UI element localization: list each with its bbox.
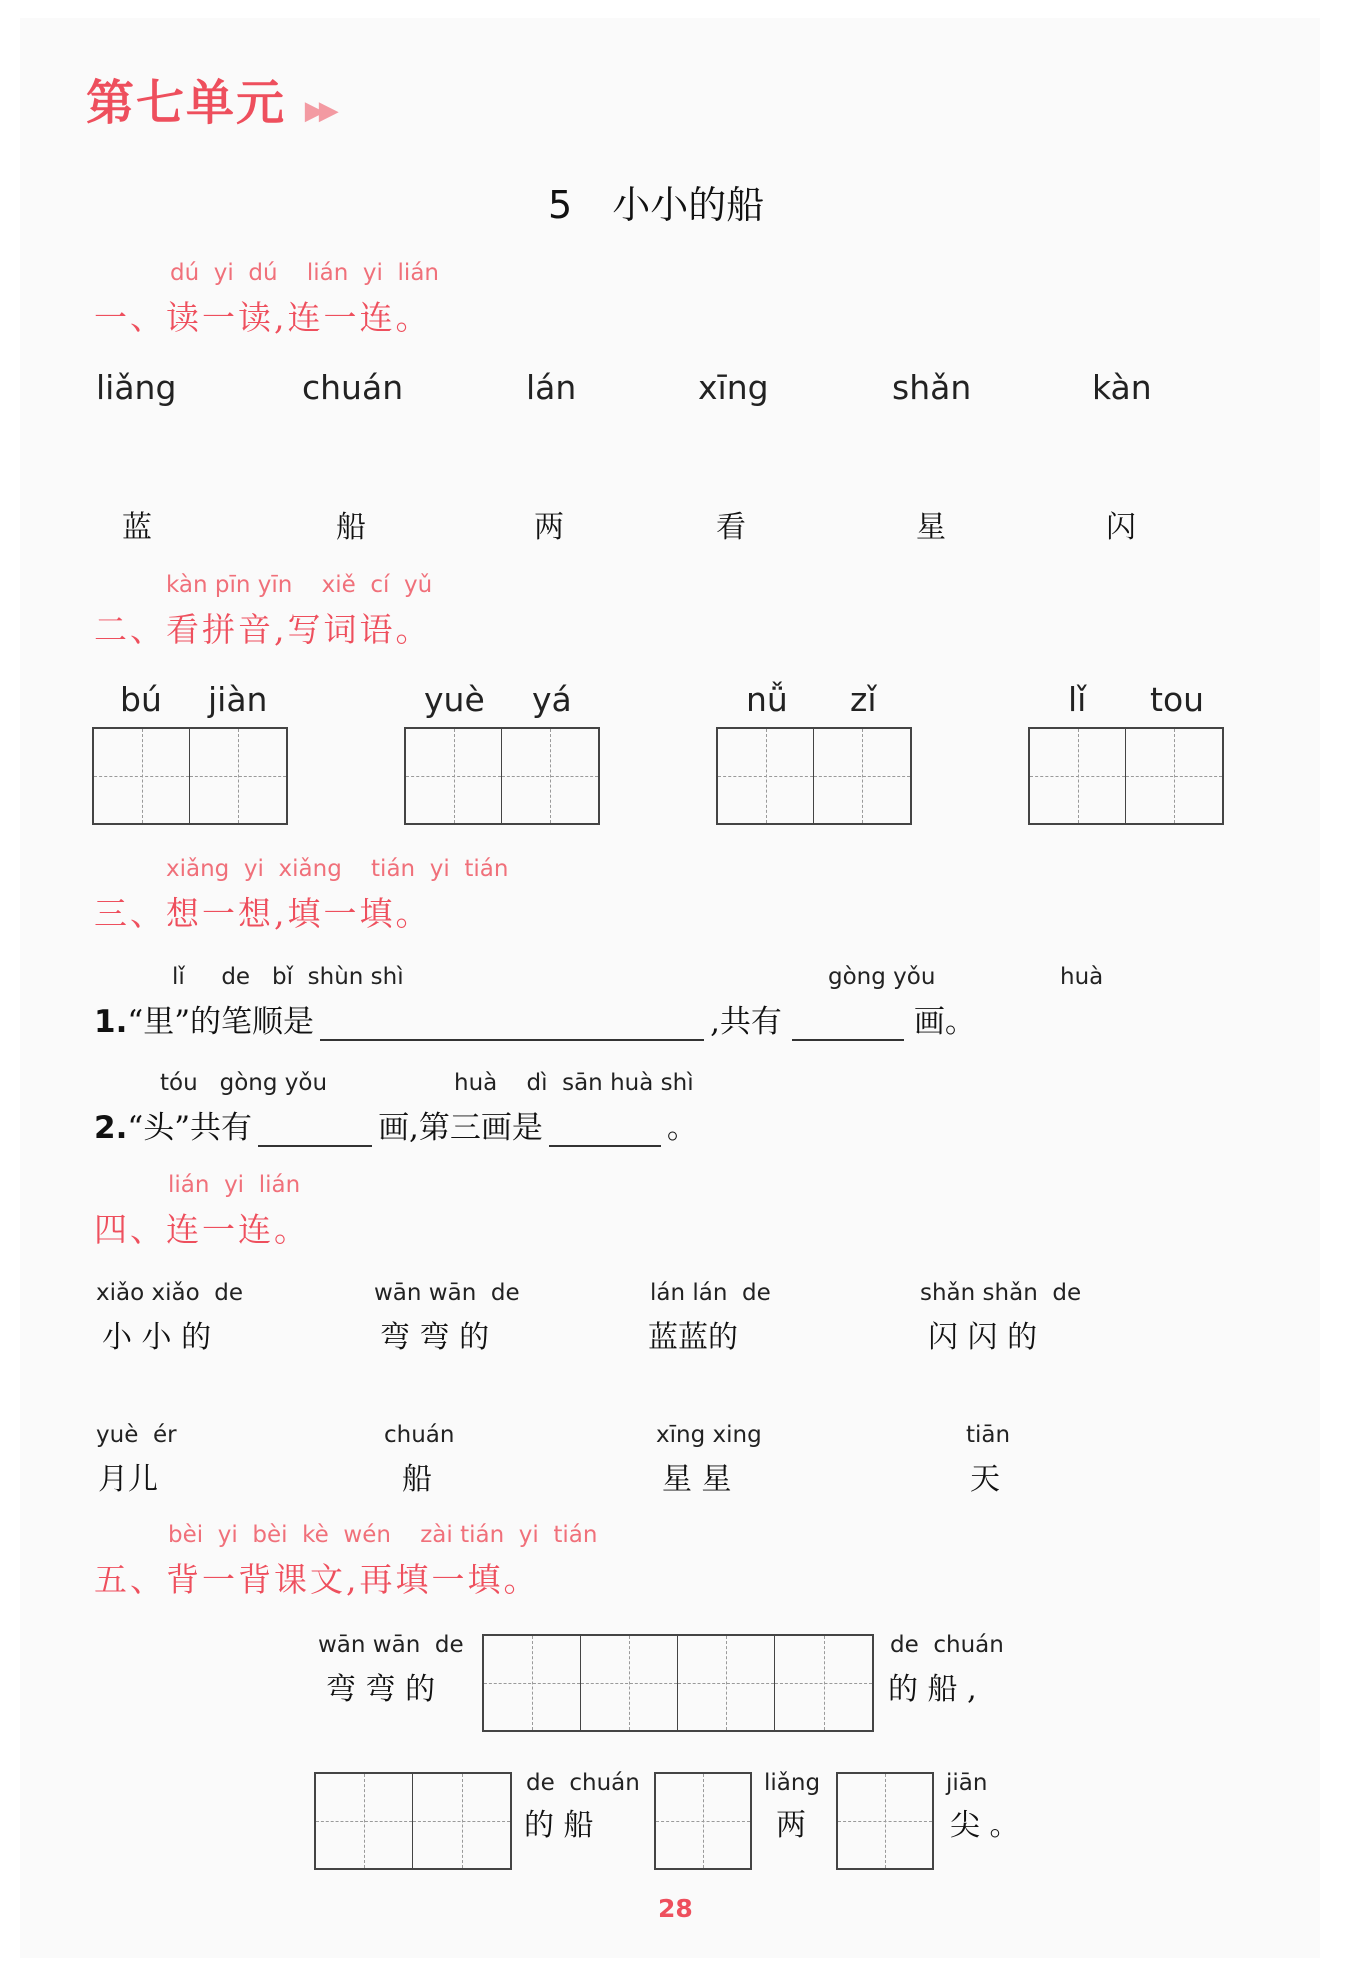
s3-question-2 [94, 1102, 698, 1147]
s4-bottom-2-pinyin: chuán [384, 1422, 455, 1448]
s4-bottom-4-word[interactable]: 天 [970, 1462, 1000, 1497]
s2-word-3-py2: zǐ [850, 680, 877, 719]
s3-q1-blank-2[interactable] [792, 1009, 904, 1041]
section-1-pinyin: dú yi dú lián yi lián [170, 260, 439, 286]
section-3-title: 三、想一想,填一填。 [94, 894, 432, 933]
s3-q2-number: 2. [94, 1110, 128, 1146]
s5-l1-pinyin-b: de chuán [890, 1632, 1004, 1658]
s4-bottom-2-word[interactable]: 船 [402, 1462, 432, 1497]
s3-q2-text-a: “头”共有 [127, 1110, 253, 1146]
s1-char-1: 蓝 [122, 510, 152, 545]
s4-bottom-3-pinyin: xīng xing [656, 1422, 762, 1448]
s5-l2-text-c: 尖 。 [950, 1808, 1020, 1843]
s1-pinyin-2: chuán [302, 368, 404, 407]
s1-char-3: 两 [534, 510, 564, 545]
page-number: 28 [658, 1894, 693, 1923]
s5-l2-answer-box-3[interactable] [836, 1772, 934, 1870]
s5-l2-answer-box-2[interactable] [654, 1772, 752, 1870]
s4-top-1-word[interactable]: 小 小 的 [102, 1320, 212, 1355]
s2-word-2-py2: yá [532, 680, 572, 719]
section-5-title: 五、背一背课文,再填一填。 [94, 1560, 540, 1599]
section-2-pinyin: kàn pīn yīn xiě cí yǔ [166, 572, 433, 598]
s3-q2-pinyin-b: huà dì sān huà shì [454, 1070, 694, 1096]
s3-q1-number: 1. [94, 1004, 128, 1040]
s5-l1-text-b: 的 船 , [888, 1672, 977, 1707]
lesson-title [548, 174, 764, 229]
s2-word-1-py2: jiàn [208, 680, 268, 719]
s3-q1-pinyin-b: gòng yǒu [828, 964, 936, 990]
section-5-pinyin: bèi yi bèi kè wén zài tián yi tián [168, 1522, 598, 1548]
s4-top-4-word[interactable]: 闪 闪 的 [928, 1320, 1038, 1355]
s1-char-6: 闪 [1106, 510, 1136, 545]
s2-answer-box-4[interactable] [1028, 727, 1224, 825]
s4-top-2-pinyin: wān wān de [374, 1280, 520, 1306]
lesson-number: 5 [548, 183, 573, 227]
s4-top-3-pinyin: lán lán de [650, 1280, 771, 1306]
s3-q2-text-c: 。 [666, 1110, 698, 1146]
s5-l2-pinyin-b: liǎng [764, 1770, 821, 1796]
s4-bottom-3-word[interactable]: 星 星 [662, 1462, 732, 1497]
s3-q1-text-b: ,共有 [710, 1004, 782, 1040]
s4-bottom-4-pinyin: tiān [966, 1422, 1011, 1448]
s3-q2-blank-1[interactable] [258, 1115, 372, 1147]
s2-answer-box-1[interactable] [92, 727, 288, 825]
s3-q1-pinyin-a: lǐ de bǐ shùn shì [172, 964, 404, 990]
s1-pinyin-6: kàn [1092, 368, 1152, 407]
s1-pinyin-4: xīng [698, 368, 769, 407]
section-2-title: 二、看拼音,写词语。 [94, 610, 432, 649]
section-4-title: 四、连一连。 [94, 1210, 310, 1249]
s2-answer-box-3[interactable] [716, 727, 912, 825]
s2-word-1-py1: bú [120, 680, 162, 719]
section-4-pinyin: lián yi lián [168, 1172, 301, 1198]
s4-bottom-1-word[interactable]: 月儿 [98, 1462, 158, 1497]
s5-l1-pinyin-a: wān wān de [318, 1632, 464, 1658]
section-1-title: 一、读一读,连一连。 [94, 298, 432, 337]
s1-char-5: 星 [916, 510, 946, 545]
s5-l2-pinyin-c: jiān [946, 1770, 988, 1796]
s3-q1-blank-1[interactable] [320, 1009, 704, 1041]
s5-l2-text-b: 两 [776, 1808, 806, 1843]
s1-pinyin-3: lán [526, 368, 577, 407]
s4-top-1-pinyin: xiǎo xiǎo de [96, 1280, 244, 1306]
s4-top-3-word[interactable]: 蓝蓝的 [648, 1320, 738, 1355]
s3-q1-text-a: “里”的笔顺是 [127, 1004, 315, 1040]
s1-pinyin-1: liǎng [96, 368, 177, 407]
s3-q2-blank-2[interactable] [549, 1115, 661, 1147]
s2-word-2-py1: yuè [424, 680, 485, 719]
s3-question-1 [94, 996, 976, 1041]
s5-l2-text-a: 的 船 [524, 1808, 594, 1843]
s2-word-3-py1: nǚ [746, 680, 788, 719]
s4-bottom-1-pinyin: yuè ér [96, 1422, 177, 1448]
s3-q1-pinyin-c: huà [1060, 964, 1104, 990]
s3-q2-text-b: 画,第三画是 [378, 1110, 543, 1146]
s4-top-4-pinyin: shǎn shǎn de [920, 1280, 1082, 1306]
s1-char-2: 船 [336, 510, 366, 545]
lesson-name: 小小的船 [612, 183, 765, 227]
s1-pinyin-5: shǎn [892, 368, 972, 407]
s3-q2-pinyin-a: tóu gòng yǒu [160, 1070, 328, 1096]
s5-l1-answer-boxes[interactable] [482, 1634, 874, 1732]
section-3-pinyin: xiǎng yi xiǎng tián yi tián [166, 856, 509, 882]
s5-l1-text-a: 弯 弯 的 [326, 1672, 436, 1707]
s2-word-4-py1: lǐ [1068, 680, 1087, 719]
s1-char-4: 看 [716, 510, 746, 545]
unit-title: 第七单元 ▶▶ [86, 75, 333, 131]
s2-answer-box-2[interactable] [404, 727, 600, 825]
s3-q1-text-c: 画。 [913, 1004, 976, 1040]
s5-l2-pinyin-a: de chuán [526, 1770, 640, 1796]
s2-word-4-py2: tou [1150, 680, 1205, 719]
s5-l2-answer-box-1[interactable] [314, 1772, 512, 1870]
s4-top-2-word[interactable]: 弯 弯 的 [380, 1320, 490, 1355]
arrows-icon: ▶▶ [304, 96, 333, 126]
